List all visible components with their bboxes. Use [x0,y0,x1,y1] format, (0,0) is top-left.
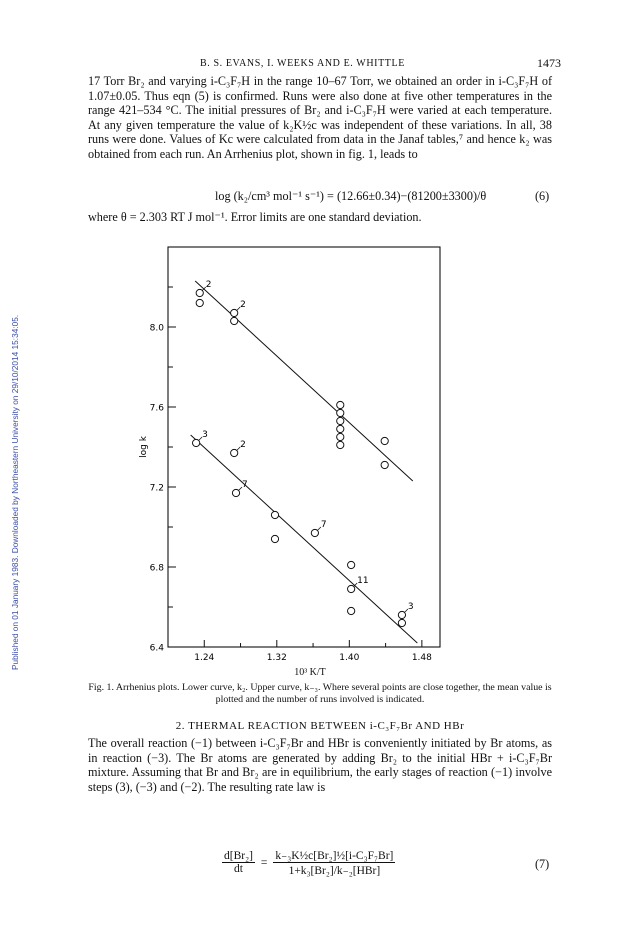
equation-6-number: (6) [535,189,550,203]
data-point [381,437,388,444]
data-point [398,619,405,626]
equation-6: log (k₂/cm³ mol⁻¹ s⁻¹) = (12.66±0.34)−(81200±3300)/θ [215,189,487,203]
eq7-equals: = [260,856,268,869]
data-point [348,607,355,614]
equation-7 [222,848,452,877]
x-tick-label: 1.48 [411,653,432,663]
section-heading: 2. THERMAL REACTION BETWEEN i-C₃F₇Br AND HBr [175,720,465,732]
point-run-count-label: 7 [242,480,248,490]
x-tick-label: 1.40 [339,653,360,663]
eq7-lhs-denominator: dt [233,863,243,875]
plot-frame [168,247,440,647]
eq7-lhs-numerator: d[Br₂] [224,850,253,862]
data-point [337,409,344,416]
data-point [337,441,344,448]
x-tick-label: 1.24 [194,653,215,663]
x-tick-label: 1.32 [266,653,287,663]
y-tick-label: 6.4 [149,643,164,654]
point-run-count-label: 3 [407,602,414,612]
equation-7-number: (7) [535,857,550,871]
paragraph-1: 17 Torr Br₂ and varying i-C₃F₇H in the range 10–67 Torr, we obtained an order in i-C₃F₇H of 1.07±0.05. Thus eqn (5) is confirmed. Runs were also done at five other temperatures in the range 421–534 °C. The initial pressures of Br₂ and i-C₃F₇H were varied at each temperature. At any given temperature the value of k₂K½c was independent of these variations. In all, 38 runs were done. Values of Kc were calculated from data in the Janaf tables,⁷ and hence k₂ was obtained from each run. An Arrhenius plot, shown in fig. 1, leads to [88,74,552,161]
download-watermark-text: Published on 01 January 1983. Downloaded by Northeastern University on 29/10/2014 15:34:05. [10,314,20,670]
y-axis [150,287,176,654]
where-line: where θ = 2.303 RT J mol⁻¹. Error limits are one standard deviation. [88,210,422,224]
data-point [271,535,278,542]
data-point [337,425,344,432]
data-point [271,511,278,518]
data-point [337,417,344,424]
point-run-count-label: 2 [240,300,246,310]
y-tick-label: 7.6 [149,403,164,414]
data-point [381,461,388,468]
figure-caption: Fig. 1. Arrhenius plots. Lower curve, k₂. Upper curve, k₋₃. Where several points are close together, the mean value is plotted and the number of runs involved is indicated. [88,682,552,705]
data-point [231,317,238,324]
data-point [348,561,355,568]
eq7-rhs-denominator: 1+k₃[Br₂]/k₋₂[HBr] [288,865,381,877]
data-point [196,299,203,306]
arrhenius-chart [100,240,460,670]
fit-line-1 [195,281,413,481]
x-axis [194,640,432,663]
download-watermark [2,150,20,670]
y-tick-label: 8.0 [149,323,164,334]
data-point [337,433,344,440]
running-head-authors: B. S. EVANS, I. WEEKS AND E. WHITTLE [200,58,405,69]
point-run-count-label: 2 [240,440,246,450]
data-point [337,401,344,408]
point-run-count-label: 11 [357,576,369,586]
y-tick-label: 7.2 [149,483,164,494]
x-axis-label: 10³ K/T [294,667,326,678]
point-run-count-label: 3 [202,430,208,440]
y-axis-label: log k [139,436,149,458]
y-tick-label: 6.8 [149,563,164,574]
eq7-rhs-numerator: k₋₃K½c[Br₂]½[i-C₃F₇Br] [275,850,394,862]
page-number: 1473 [537,56,561,70]
data-points [193,280,414,627]
point-run-count-label: 2 [205,280,212,290]
point-run-count-label: 7 [320,520,327,530]
paragraph-2: The overall reaction (−1) between i-C₃F₇Br and HBr is conveniently initiated by Br atoms, as in reaction (−3). The Br atoms are generated by adding Br₂ to the initial HBr + i-C₃F₇Br mixture. Assuming that Br and Br₂ are in equilibrium, the early stages of reaction (−1) involve steps (3), (−3) and (−2). The resulting rate law is [88,736,552,794]
